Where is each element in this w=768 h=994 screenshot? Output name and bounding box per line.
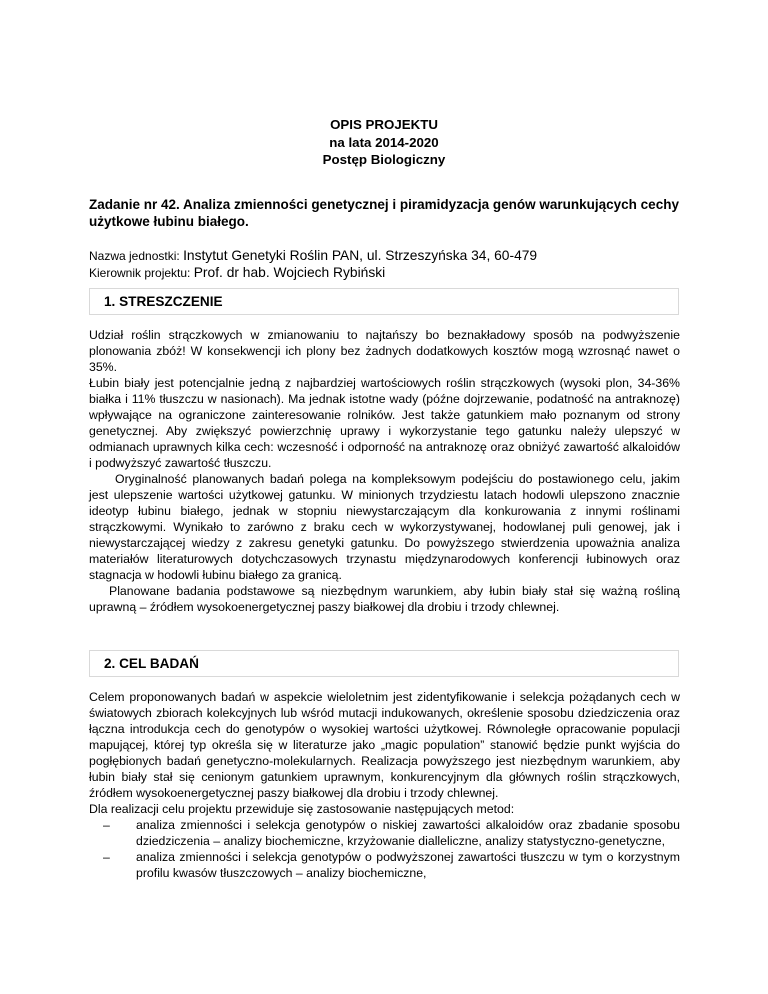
goal-text (89, 689, 680, 881)
summary-paragraph-2: Łubin biały jest potencjalnie jedną z najbardziej wartościowych roślin strączkowych (wysoki plon, 34-36% białka i 11% tłuszczu w nasionach). Ma jednak istotne wady (późne dojrzewanie, podatność na antraknozę) wpływające na ograniczone zainteresowanie rolników. Jest także gatunkiem mało poznanym od strony genetycznej. Aby zwiększyć powierzchnię uprawy i wykorzystanie tego gatunku należy ulepszyć w odmianach uprawnych kilka cech: wczesność i odporność na antraknozę oraz obniżyć zawartość alkaloidów i podwyższyć zawartość tłuszczu. (89, 376, 680, 470)
unit-line (89, 247, 537, 265)
goal-paragraph-1: Celem proponowanych badań w aspekcie wieloletnim jest zidentyfikowanie i selekcja pożądanych cech w światowych zbiorach kolekcyjnych lub wśród mutacji indukowanych, określenie sposobu dziedziczenia oraz łączna introdukcja cech do genotypów o wysokiej wartości użytkowej. Równoległe opracowanie populacji mapującej, której typ określa się w literaturze jako „magic population” stanowić będzie punkt wyjścia do pogłębionych badań genetyczno-molekularnych. Realizacja powyższego jest niezbędnym warunkiem, aby łubin biały stał się cenionym gatunkiem uprawnym, konkurencyjnym dla głównych roślin strączkowych, źródłem wysokoenergetycznej paszy białkowej dla drobiu i trzody chlewnej. (89, 690, 680, 800)
manager-value: Prof. dr hab. Wojciech Rybiński (193, 265, 386, 280)
header-program: Postęp Biologiczny (322, 152, 446, 167)
summary-paragraph-1: Udział roślin strączkowych w zmianowaniu to najtańszy bo beznakładowy sposób na podwyższenie plonowania zbóż! W konsekwencji ich plony bez żadnych dodatkowych kosztów mogą wzrosnąć nawet o 35%. (89, 328, 680, 374)
methods-list (89, 817, 680, 881)
section-heading-goal: 2. CEL BADAŃ (89, 650, 679, 677)
section-heading-summary: 1. STRESZCZENIE (89, 288, 679, 315)
goal-paragraph-2: Dla realizacji celu projektu przewiduje się zastosowanie następujących metod: (89, 802, 515, 816)
dash-bullet-icon: – (103, 850, 110, 864)
header-title: OPIS PROJEKTU (330, 117, 438, 132)
header-period: na lata 2014-2020 (329, 134, 439, 150)
summary-paragraph-4: Planowane badania podstawowe są niezbędnym warunkiem, aby łubin biały stał się ważną rośliną uprawną – źródłem wysokoenergetycznej paszy białkowej dla drobiu i trzody chlewnej. (89, 584, 680, 614)
list-item-text: analiza zmienności i selekcja genotypów o niskiej zawartości alkaloidów oraz zbadanie sposobu dziedziczenia – analizy biochemiczne, krzyżowanie dialleliczne, analizy statystyczno-genetyczne, (136, 818, 680, 848)
document-header (0, 116, 768, 169)
manager-label: Kierownik projektu: (89, 266, 191, 280)
summary-paragraph-3: Oryginalność planowanych badań polega na kompleksowym podejściu do postawionego celu, jakim jest ulepszenie wartości użytkowej gatunku. W minionych trzydziestu latach hodowli ulepszono znacznie ideotyp łubinu białego, jednak w stopniu niewystarczającym dla konkurowania z innymi roślinami strączkowymi. Wynikało to zarówno z braku cech w wykorzystywanej, hodowlanej puli genowej, jak i niewystarczającej wiedzy z zakresu genetyki gatunku. Do powyższego stwierdzenia upoważnia analiza materiałów literaturowych dotychczasowych trzynastu międzynarodowych konferencji łubinowych oraz stagnacja w hodowli łubinu białego za granicą. (89, 472, 680, 582)
list-item (89, 849, 680, 881)
list-item (89, 817, 680, 849)
manager-line (89, 264, 385, 282)
unit-value: Instytut Genetyki Roślin PAN, ul. Strzeszyńska 34, 60-479 (183, 248, 538, 263)
summary-text (89, 327, 680, 615)
unit-label: Nazwa jednostki: (89, 249, 180, 263)
dash-bullet-icon: – (103, 818, 110, 832)
task-title: Zadanie nr 42. Analiza zmienności genetycznej i piramidyzacja genów warunkujących cechy użytkowe łubinu białego. (89, 197, 679, 229)
list-item-text: analiza zmienności i selekcja genotypów o podwyższonej zawartości tłuszczu w tym o korzystnym profilu kwasów tłuszczowych – analizy biochemiczne, (136, 850, 680, 880)
